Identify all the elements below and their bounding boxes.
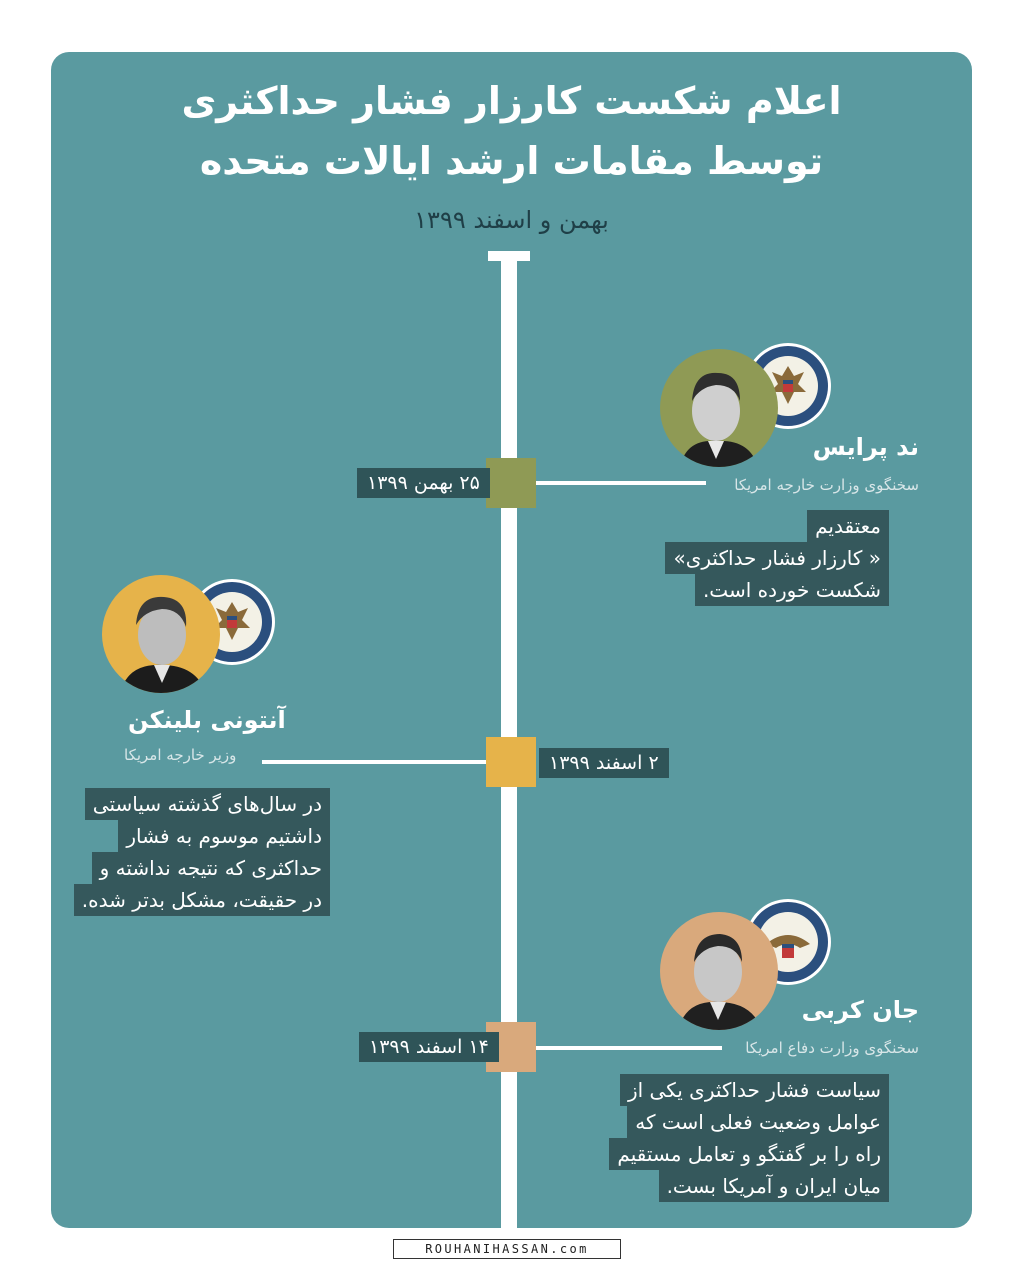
entry-3-role: سخنگوی وزارت دفاع امریکا — [745, 1039, 919, 1057]
quote-line: داشتیم موسوم به فشار — [118, 820, 330, 852]
john-kirby-portrait — [660, 912, 778, 1030]
quote-line: در سال‌های گذشته سیاستی — [85, 788, 330, 820]
quote-line: سیاست فشار حداکثری یکی از — [620, 1074, 889, 1106]
ned-price-portrait — [660, 349, 778, 467]
quote-line: « کارزار فشار حداکثری» — [665, 542, 889, 574]
timeline-marker-2 — [486, 737, 536, 787]
entry-2-role: وزیر خارجه امریکا — [124, 746, 237, 764]
connector-line-3 — [534, 1046, 722, 1050]
timeline-marker-1 — [486, 458, 536, 508]
quote-line: شکست خورده است. — [695, 574, 889, 606]
title-line-2: توسط مقامات ارشد ایالات متحده — [199, 139, 824, 183]
quote-line: معتقدیم — [807, 510, 889, 542]
quote-line: در حقیقت، مشکل بدتر شده. — [74, 884, 330, 916]
date-label-2: ۲ اسفند ۱۳۹۹ — [539, 748, 669, 778]
connector-line-1 — [534, 481, 706, 485]
entry-1-role: سخنگوی وزارت خارجه امریکا — [734, 476, 919, 494]
entry-3-quote — [609, 1074, 889, 1202]
connector-line-2 — [262, 760, 490, 764]
quote-line: حداکثری که نتیجه نداشته و — [92, 852, 330, 884]
title-line-1: اعلام شکست کارزار فشار حداکثری — [181, 79, 842, 123]
entry-1-name: ند پرایس — [812, 433, 919, 461]
quote-line: میان ایران و آمریکا بست. — [659, 1170, 889, 1202]
entry-1-quote — [665, 510, 889, 606]
date-label-1: ۲۵ بهمن ۱۳۹۹ — [357, 468, 490, 498]
antony-blinken-portrait — [102, 575, 220, 693]
entry-3-name: جان کربی — [801, 996, 919, 1024]
footer-credit: ROUHANIHASSAN.com — [393, 1239, 621, 1259]
entry-2-name: آنتونی بلینکن — [128, 706, 286, 734]
subtitle-date-range: بهمن و اسفند ۱۳۹۹ — [414, 206, 609, 234]
quote-line: راه را بر گفتگو و تعامل مستقیم — [609, 1138, 889, 1170]
quote-line: عوامل وضعیت فعلی است که — [627, 1106, 889, 1138]
date-label-3: ۱۴ اسفند ۱۳۹۹ — [359, 1032, 499, 1062]
entry-2-quote — [74, 788, 330, 916]
